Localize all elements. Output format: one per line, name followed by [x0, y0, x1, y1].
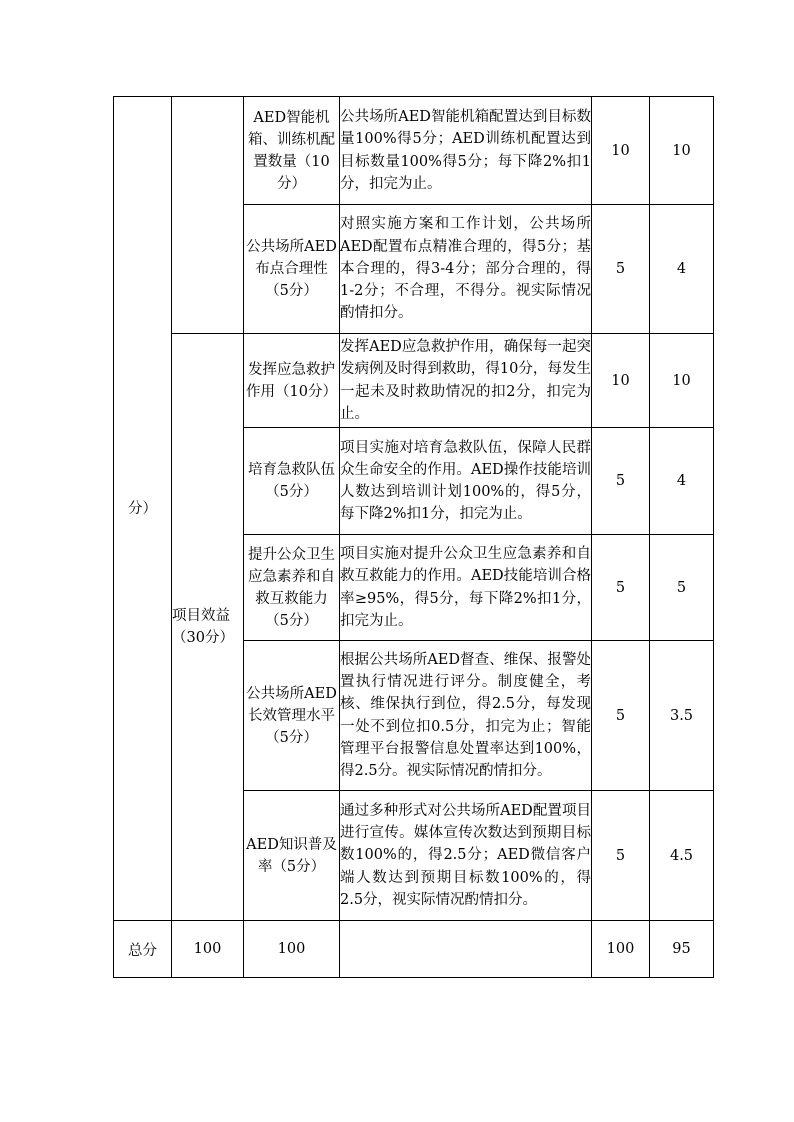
criteria-cell: 公共场所AED智能机箱配置达到目标数量100%得5分；AED训练机配置达到目标数量100%得5分；每下降2%扣1分，扣完为止。 [340, 97, 592, 205]
category-cell-continued [114, 97, 172, 921]
total-label: 总分 [114, 921, 172, 978]
indicator-cell: 公共场所AED长效管理水平（5分） [244, 641, 340, 791]
total-cell [340, 921, 592, 978]
criteria-cell: 项目实施对提升公众卫生应急素养和自救互救能力的作用。AED技能培训合格率≥95%，得5分，每下降2%扣1分，扣完为止。 [340, 535, 592, 641]
indicator-cell: 公共场所AED布点合理性（5分） [244, 205, 340, 334]
indicator-cell: 发挥应急救护作用（10分） [244, 334, 340, 428]
score-cell: 5 [650, 535, 714, 641]
weight-cell: 10 [592, 334, 650, 428]
score-cell: 4 [650, 205, 714, 334]
criteria-cell: 项目实施对培育急救队伍，保障人民群众生命安全的作用。AED操作技能培训人数达到培训计划100%的，得5分，每下降2%扣1分，扣完为止。 [340, 428, 592, 535]
total-row [114, 921, 714, 978]
weight-cell: 5 [592, 205, 650, 334]
criteria-cell: 对照实施方案和工作计划，公共场所AED配置布点精准合理的，得5分；基本合理的，得3-4分；部分合理的，得1-2分；不合理，不得分。视实际情况酌情扣分。 [340, 205, 592, 334]
dimension-cell-benefit: 项目效益（30分） [172, 334, 244, 921]
score-cell: 4.5 [650, 791, 714, 921]
evaluation-score-table [113, 96, 714, 978]
table-row [114, 97, 714, 205]
score-cell: 10 [650, 334, 714, 428]
indicator-cell: 培育急救队伍（5分） [244, 428, 340, 535]
total-score: 95 [650, 921, 714, 978]
category-fragment-text: 分） [128, 500, 157, 517]
total-cell: 100 [244, 921, 340, 978]
criteria-cell: 通过多种形式对公共场所AED配置项目进行宣传。媒体宣传次数达到预期目标数100%的，得2.5分；AED微信客户端人数达到预期目标数100%的，得2.5分，视实际情况酌情扣分。 [340, 791, 592, 921]
criteria-cell: 发挥AED应急救护作用，确保每一起突发病例及时得到救助，得10分，每发生一起未及时救助情况的扣2分，扣完为止。 [340, 334, 592, 428]
weight-cell: 5 [592, 535, 650, 641]
indicator-cell: AED知识普及率（5分） [244, 791, 340, 921]
indicator-cell: 提升公众卫生应急素养和自救互救能力（5分） [244, 535, 340, 641]
weight-cell: 5 [592, 641, 650, 791]
weight-cell: 10 [592, 97, 650, 205]
score-cell: 3.5 [650, 641, 714, 791]
weight-cell: 5 [592, 791, 650, 921]
table-row [114, 334, 714, 428]
indicator-cell: AED智能机箱、训练机配置数量（10分） [244, 97, 340, 205]
score-cell: 10 [650, 97, 714, 205]
criteria-cell: 根据公共场所AED督查、维保、报警处置执行情况进行评分。制度健全，考核、维保执行到位，得2.5分，每发现一处不到位扣0.5分，扣完为止；智能管理平台报警信息处置率达到100%，得2.5分。视实际情况酌情扣分。 [340, 641, 592, 791]
total-cell: 100 [172, 921, 244, 978]
score-cell: 4 [650, 428, 714, 535]
dimension-cell-continued [172, 97, 244, 334]
total-weight: 100 [592, 921, 650, 978]
weight-cell: 5 [592, 428, 650, 535]
